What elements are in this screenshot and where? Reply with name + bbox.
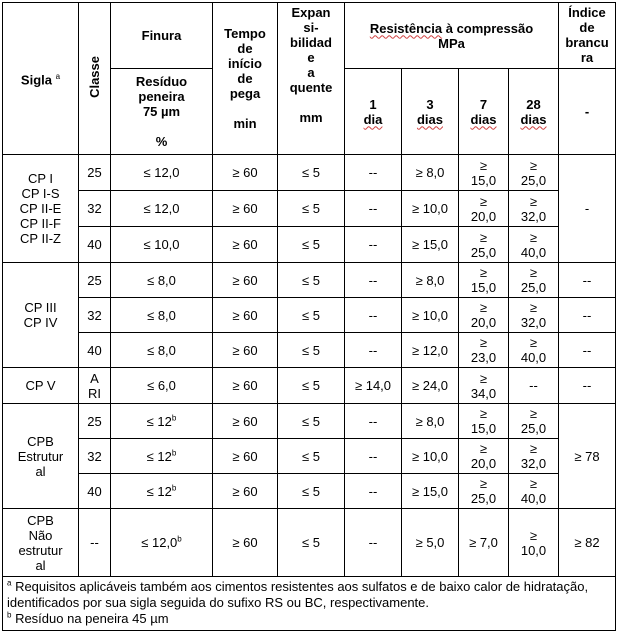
sigla-label: CP III CP IV [23,300,58,330]
dias3-cell: ≥ 10,0 [402,191,459,227]
dias7-cell: ≥ 25,0 [459,474,509,509]
expansibilidade-cell: ≤ 5 [278,509,345,577]
header-sigla-sup: a [55,72,61,82]
expansibilidade-cell: ≤ 5 [278,263,345,298]
dias28-cell: ≥ 10,0 [509,509,559,577]
dias7-cell: ≥ 15,0 [459,263,509,298]
dias3-cell: ≥ 8,0 [402,155,459,191]
finura-sup: b [177,534,182,544]
header-residuo [111,69,213,155]
finura-value: ≤ 12 [146,483,172,499]
sigla-cell [3,368,79,404]
header-dias28 [509,69,559,155]
dias7-cell: ≥ 15,0 [459,404,509,439]
table-row [3,404,616,439]
dias7-cell: ≥ 20,0 [459,439,509,474]
header-resistencia-rest: à compressão [442,20,534,36]
finura-cell: ≤ 12,0 [111,155,213,191]
header-classe-label: Classe [87,56,102,98]
header-brancura [559,3,616,69]
finura-cell [111,509,213,577]
classe-cell: 40 [79,227,111,263]
expansibilidade-cell: ≤ 5 [278,298,345,333]
finura-cell [111,404,213,439]
dia1-cell: ≥ 14,0 [345,368,402,404]
dias28-cell: ≥ 25,0 [509,263,559,298]
header-dias3 [402,69,459,155]
dias7-cell: ≥ 34,0 [459,368,509,404]
header-brancura-unit-label: - [584,104,590,119]
header-dias7-unit: dias [470,111,497,127]
footnote-a-text: Requisitos aplicáveis também aos cimentos resistentes aos sulfatos e de baixo calor de hidratação, identificados por sua sigla seguida do sufixo RS ou BC, respectivamente. [7,579,589,610]
classe-cell: -- [79,509,111,577]
brancura-cell: -- [559,298,616,333]
finura-cell [111,474,213,509]
dia1-cell: -- [345,191,402,227]
dia1-cell: -- [345,298,402,333]
dias28-cell: ≥ 32,0 [509,439,559,474]
finura-cell: ≤ 8,0 [111,298,213,333]
sigla-cell [3,509,79,577]
finura-cell: ≤ 12,0 [111,191,213,227]
sigla-label: CPB Não estrutur al [18,512,63,573]
dia1-cell: -- [345,263,402,298]
sigla-label: CP V [25,378,56,393]
dias28-cell: ≥ 25,0 [509,404,559,439]
dias3-cell: ≥ 8,0 [402,404,459,439]
expansibilidade-cell: ≤ 5 [278,227,345,263]
dias3-cell: ≥ 15,0 [402,474,459,509]
dias28-cell: ≥ 40,0 [509,474,559,509]
header-dias7-num: 7 [479,96,488,112]
sigla-cell [3,155,79,263]
tempo-cell: ≥ 60 [213,298,278,333]
table-row [3,155,616,191]
footnote-b [7,611,611,627]
dias3-cell: ≥ 10,0 [402,298,459,333]
table-row [3,333,616,368]
brancura-cell: -- [559,368,616,404]
table-row [3,474,616,509]
dias7-cell: ≥ 25,0 [459,227,509,263]
table-row [3,439,616,474]
header-brancura-unit [559,69,616,155]
header-tempo [213,3,278,155]
header-dia1 [345,69,402,155]
header-sigla-label: Sigla [20,72,52,88]
dia1-cell: -- [345,155,402,191]
classe-cell: A RI [79,368,111,404]
header-expansibilidade [278,3,345,155]
table-row [3,227,616,263]
cement-requirements-table-wrapper [2,2,615,631]
table-row [3,509,616,577]
expansibilidade-cell: ≤ 5 [278,474,345,509]
sigla-label: CPB Estrutur al [17,433,64,479]
classe-cell: 25 [79,404,111,439]
finura-cell: ≤ 8,0 [111,263,213,298]
finura-cell [111,439,213,474]
finura-value: ≤ 12 [146,448,172,464]
tempo-cell: ≥ 60 [213,191,278,227]
table-row [3,263,616,298]
footnote-b-mark: b [7,610,12,620]
dia1-cell: -- [345,404,402,439]
finura-cell: ≤ 8,0 [111,333,213,368]
tempo-cell: ≥ 60 [213,509,278,577]
header-residuo-label: Resíduo peneira 75 µm % [135,74,188,149]
table-header [3,3,616,155]
dias7-cell: ≥ 20,0 [459,191,509,227]
sigla-cell [3,404,79,509]
sigla-label: CP I CP I-S CP II-E CP II-F CP II-Z [19,171,62,246]
sigla-cell [3,263,79,368]
expansibilidade-cell: ≤ 5 [278,368,345,404]
tempo-cell: ≥ 60 [213,263,278,298]
cement-requirements-table [2,2,616,631]
dia1-cell: -- [345,474,402,509]
tempo-cell: ≥ 60 [213,474,278,509]
dias3-cell: ≥ 10,0 [402,439,459,474]
finura-value: ≤ 12,0 [141,535,178,550]
finura-value: ≤ 12 [146,413,172,429]
header-sigla [3,3,79,155]
header-tempo-label: Tempo de início de pega min [224,26,266,131]
table-row [3,298,616,333]
footnote-b-text: Resíduo na peneira 45 µm [11,611,169,626]
brancura-cell: ≥ 78 [559,404,616,509]
expansibilidade-cell: ≤ 5 [278,155,345,191]
header-dia1-unit: dia [363,111,383,127]
expansibilidade-cell: ≤ 5 [278,333,345,368]
tempo-cell: ≥ 60 [213,404,278,439]
expansibilidade-cell: ≤ 5 [278,191,345,227]
dias7-cell: ≥ 15,0 [459,155,509,191]
header-resistencia [345,3,559,69]
header-dias3-num: 3 [426,96,434,112]
finura-cell: ≤ 10,0 [111,227,213,263]
header-dias28-num: 28 [526,96,541,112]
header-dias7 [459,69,509,155]
dias28-cell: ≥ 32,0 [509,191,559,227]
tempo-cell: ≥ 60 [213,155,278,191]
dias28-cell: ≥ 32,0 [509,298,559,333]
dias28-cell: -- [509,368,559,404]
header-expansibilidade-label: Expan si- bilidad e a quente mm [289,5,333,125]
dias28-cell: ≥ 40,0 [509,333,559,368]
header-resistencia-unit: MPa [438,35,465,51]
header-dia1-num: 1 [369,96,377,112]
header-resistencia-word: Resistência [369,20,443,36]
header-classe [79,3,111,155]
brancura-cell: -- [559,263,616,298]
dia1-cell: -- [345,227,402,263]
brancura-cell: - [559,155,616,263]
dias3-cell: ≥ 24,0 [402,368,459,404]
classe-cell: 25 [79,263,111,298]
dias3-cell: ≥ 5,0 [402,509,459,577]
tempo-cell: ≥ 60 [213,368,278,404]
classe-cell: 40 [79,474,111,509]
dias28-cell: ≥ 25,0 [509,155,559,191]
dias3-cell: ≥ 15,0 [402,227,459,263]
classe-cell: 40 [79,333,111,368]
tempo-cell: ≥ 60 [213,227,278,263]
header-brancura-label: Índice de brancu ra [565,5,609,65]
dias3-cell: ≥ 8,0 [402,263,459,298]
brancura-cell: -- [559,333,616,368]
footnote-a [7,579,611,611]
expansibilidade-cell: ≤ 5 [278,404,345,439]
classe-cell: 32 [79,439,111,474]
table-row [3,368,616,404]
classe-cell: 32 [79,298,111,333]
classe-cell: 32 [79,191,111,227]
header-finura [111,3,213,69]
dia1-cell: -- [345,509,402,577]
header-finura-label: Finura [141,28,182,43]
table-row [3,191,616,227]
finura-cell: ≤ 6,0 [111,368,213,404]
finura-sup: b [171,413,177,423]
header-dias3-unit: dias [416,111,443,127]
dias7-cell: ≥ 23,0 [459,333,509,368]
dia1-cell: -- [345,333,402,368]
footnotes [3,577,616,631]
tempo-cell: ≥ 60 [213,333,278,368]
footnote-a-mark: a [7,578,12,588]
classe-cell: 25 [79,155,111,191]
header-dias28-unit: dias [520,111,547,127]
table-body [3,155,616,631]
dia1-cell: -- [345,439,402,474]
tempo-cell: ≥ 60 [213,439,278,474]
footnote-row [3,577,616,631]
brancura-cell: ≥ 82 [559,509,616,577]
finura-sup: b [171,483,177,493]
dias3-cell: ≥ 12,0 [402,333,459,368]
dias28-cell: ≥ 40,0 [509,227,559,263]
dias7-cell: ≥ 20,0 [459,298,509,333]
finura-sup: b [171,448,177,458]
dias7-cell: ≥ 7,0 [459,509,509,577]
expansibilidade-cell: ≤ 5 [278,439,345,474]
